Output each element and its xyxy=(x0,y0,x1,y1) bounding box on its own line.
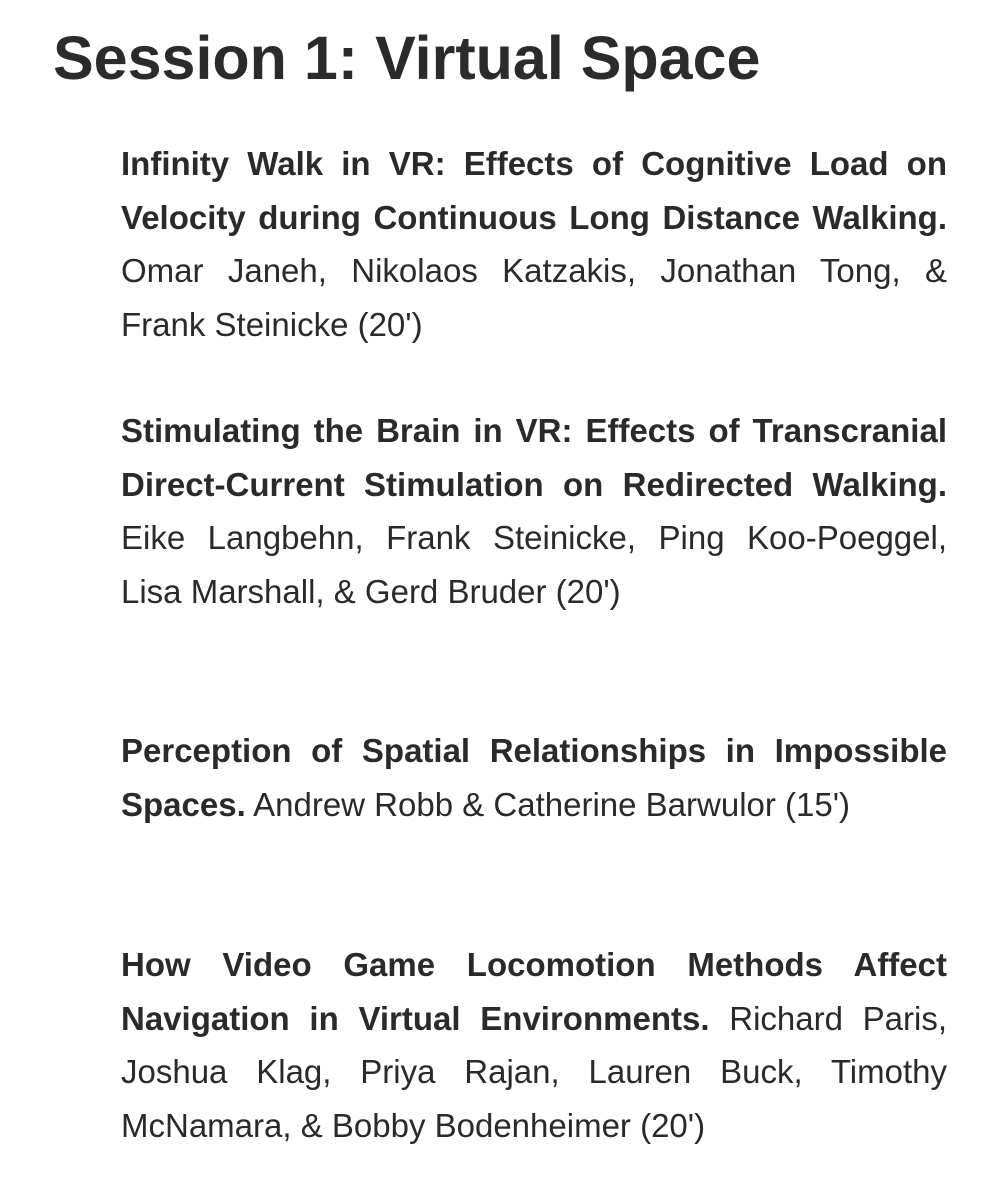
paper-authors: Andrew Robb & Catherine Barwulor (15') xyxy=(253,785,851,823)
paper-authors: Omar Janeh, Nikolaos Katzakis, Jonathan Tong, & Frank Steinicke (20') xyxy=(121,252,947,343)
paper-entry xyxy=(121,404,947,618)
session-title: Session 1: Virtual Space xyxy=(53,24,761,92)
paper-title: Stimulating the Brain in VR: Effects of Transcranial Direct-Current Stimulation on Redirected Walking. xyxy=(121,412,947,503)
paper-entry xyxy=(121,938,947,1152)
paper-entry xyxy=(121,137,947,351)
paper-title: Perception of Spatial Relationships in Impossible Spaces. xyxy=(121,732,947,823)
paper-entry xyxy=(121,724,947,831)
paper-authors: Eike Langbehn, Frank Steinicke, Ping Koo-Poeggel, Lisa Marshall, & Gerd Bruder (20') xyxy=(121,519,947,610)
paper-authors: Richard Paris, Joshua Klag, Priya Rajan, Lauren Buck, Timothy McNamara, & Bobby Bodenheimer (20') xyxy=(121,999,948,1144)
paper-title: How Video Game Locomotion Methods Affect Navigation in Virtual Environments. xyxy=(121,946,947,1037)
paper-title: Infinity Walk in VR: Effects of Cognitive Load on Velocity during Continuous Long Distance Walking. xyxy=(121,145,947,236)
